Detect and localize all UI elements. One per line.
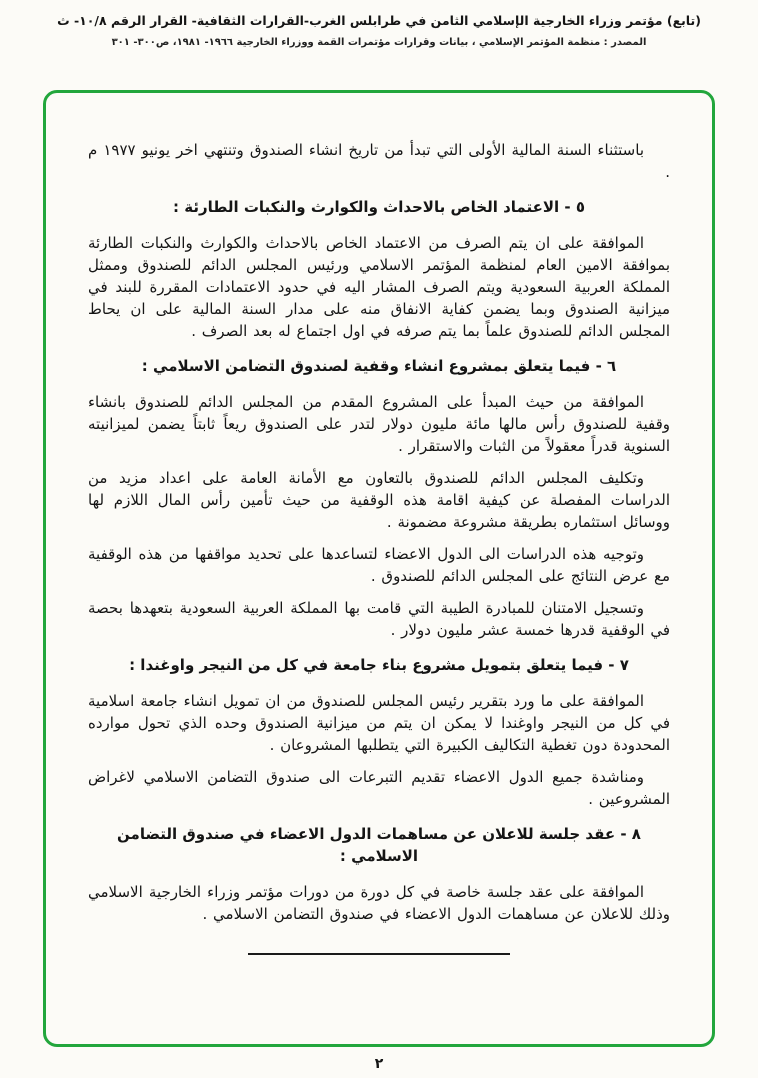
paragraph-section6-4: وتسجيل الامتنان للمبادرة الطيبة التي قامت بها المملكة العربية السعودية بتعهدها بحصة في الوقفية قدرها خمسة عشر مليون دولار . (88, 599, 670, 639)
paragraph-section7-1: الموافقة على ما ورد بتقرير رئيس المجلس للصندوق من ان تمويل انشاء جامعة اسلامية في كل من النيجر واوغندا لا يمكن ان يتم من ميزانية الصندوق وحده الذي تحول موارده المحدودة دون تغطية التكاليف الكبيرة التي يتطلبها المشروعان . (88, 692, 670, 754)
paragraph-section8: الموافقة على عقد جلسة خاصة في كل دورة من دورات مؤتمر وزراء الخارجية الاسلامي وذلك للاعلان عن مساهمات الدول الاعضاء في صندوق التضامن الاسلامي . (88, 883, 670, 923)
document-body (46, 93, 712, 955)
header-source: المصدر : منظمة المؤتمر الإسلامي ، بيانات وقرارات مؤتمرات القمة ووزراء الخارجية ١٩٦٦- ١٩٨١، ص٣٠٠- ٣٠١ (111, 37, 647, 48)
page-number: ٢ (374, 1056, 384, 1072)
content-frame (43, 90, 715, 1047)
section-heading-6: ٦ - فيما يتعلق بمشروع انشاء وقفية لصندوق التضامن الاسلامي : (141, 357, 617, 375)
paragraph-intro: باستثناء السنة المالية الأولى التي تبدأ من تاريخ انشاء الصندوق وتنتهي اخر يونيو ١٩٧٧ م . (88, 141, 670, 181)
paragraph-section6-1: الموافقة من حيث المبدأ على المشروع المقدم من المجلس الدائم للصندوق بانشاء وقفية للصندوق رأس مالها مائة مليون دولار لتدر على الصندوق ريعاً ثابتاً يضمن لميزانيته السنوية قدراً معقولاً من الثبات والاستقرار . (88, 393, 670, 455)
paragraph-section6-3: وتوجيه هذه الدراسات الى الدول الاعضاء لتساعدها على تحديد مواقفها من هذه الوقفية مع عرض النتائج على المجلس الدائم للصندوق . (88, 545, 670, 585)
section-heading-7: ٧ - فيما يتعلق بتمويل مشروع بناء جامعة في كل من النيجر واوغندا : (129, 656, 629, 674)
document-header (0, 0, 758, 48)
separator-line (248, 953, 510, 955)
section-heading-5: ٥ - الاعتماد الخاص بالاحداث والكوارث والنكبات الطارئة : (173, 198, 585, 216)
paragraph-section6-2: وتكليف المجلس الدائم للصندوق بالتعاون مع الأمانة العامة على اعداد مزيد من الدراسات المفصلة عن كيفية اقامة هذه الوقفية من حيث تأمين رأس المال اللازم لها ووسائل استثماره بطريقة مشروعة مضمونة . (88, 469, 670, 531)
header-title: (تابع) مؤتمر وزراء الخارجية الإسلامي الثامن في طرابلس الغرب-القرارات الثقافية- القرار الرقم ١٠/٨- ث (57, 13, 701, 28)
paragraph-section7-2: ومناشدة جميع الدول الاعضاء تقديم التبرعات الى صندوق التضامن الاسلامي لاغراض المشروعين . (88, 768, 670, 808)
paragraph-section5: الموافقة على ان يتم الصرف من الاعتماد الخاص بالاحداث والكوارث والنكبات الطارئة بموافقة الامين العام لمنظمة المؤتمر الاسلامي ورئيس المجلس الدائم للصندوق وممثل المملكة العربية السعودية ويتم الصرف المشار اليه في حدود الاعتمادات المقررة للبند في ميزانية الصندوق وبما يضمن كفاية الانفاق منه على مدار السنة المالية على ان يحاط المجلس الدائم للصندوق علماً بما يتم صرفه في اول اجتماع له بعد الصرف . (88, 234, 670, 340)
section-heading-8: ٨ - عقد جلسة للاعلان عن مساهمات الدول الاعضاء في صندوق التضامن الاسلامي : (117, 825, 641, 865)
